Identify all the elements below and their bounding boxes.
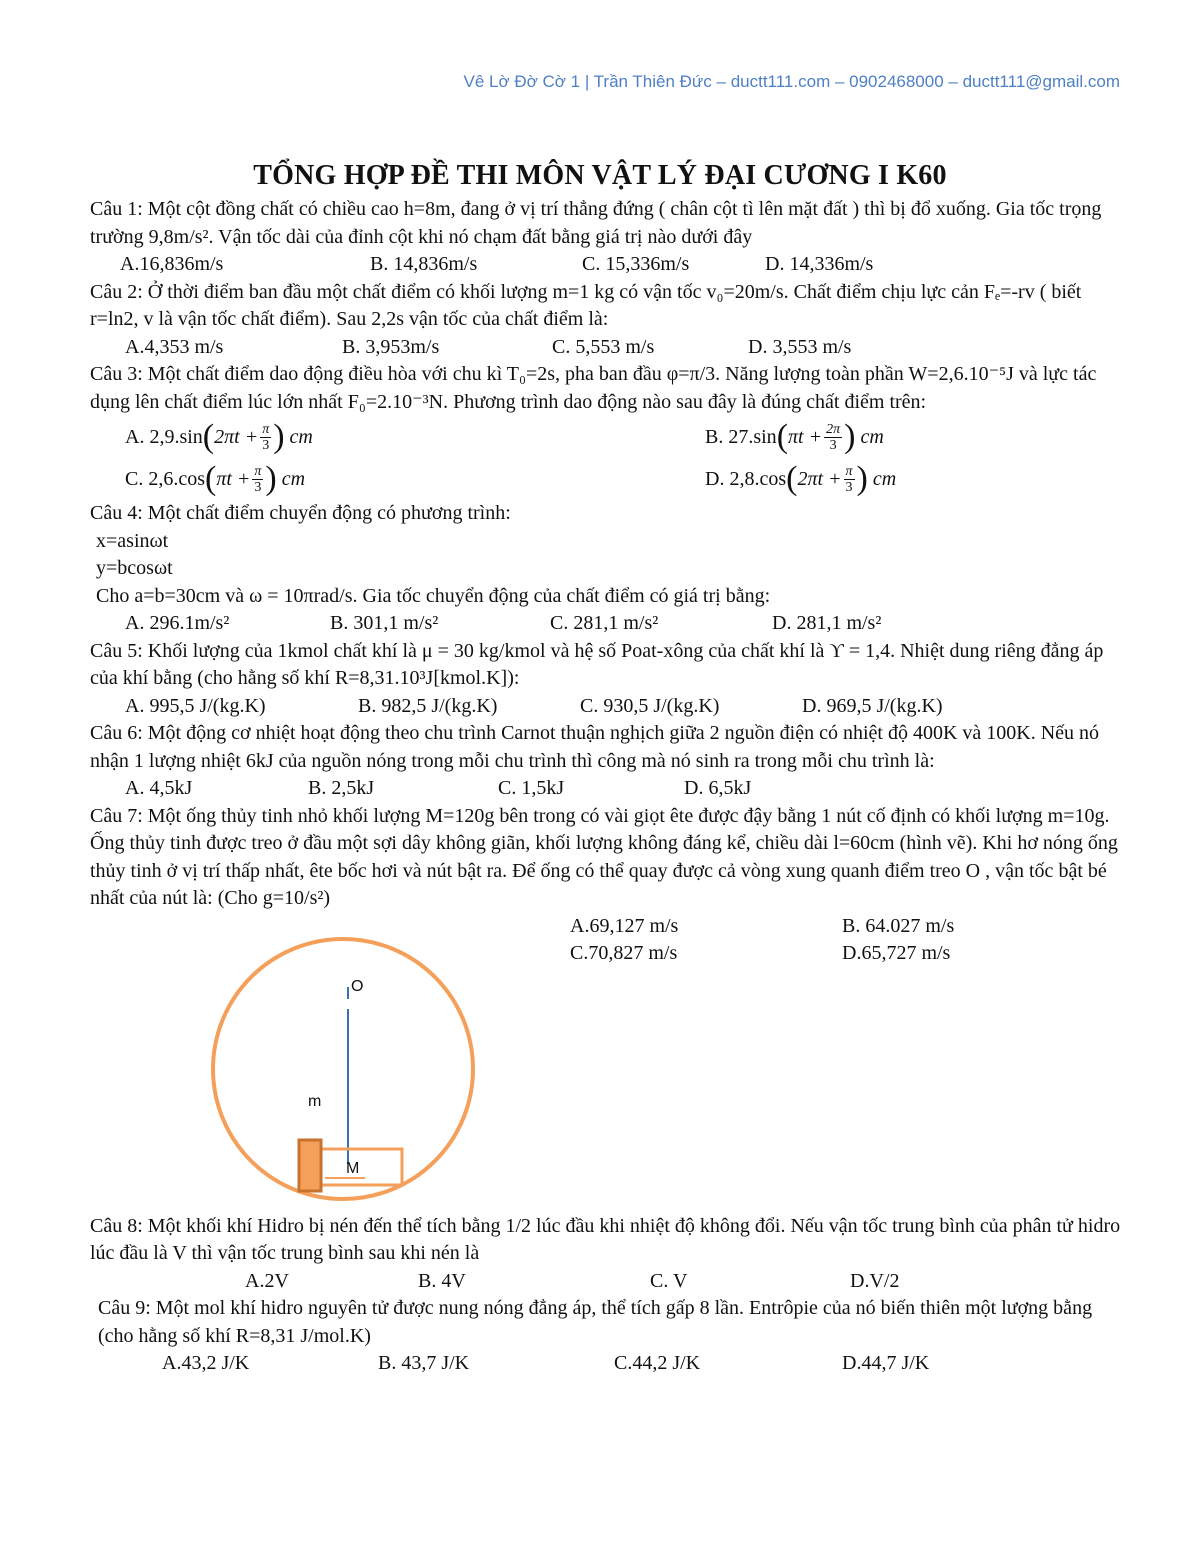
option-b: B. 43,7 J/K: [378, 1352, 470, 1374]
question-5-text: Câu 5: Khối lượng của 1kmol chất khí là μ = 30 kg/kmol và hệ số Poat-xông của chất khí là ϒ = 1,4. Nhiệt dung riêng đẳng áp của khí bằng (cho hằng số khí R=8,31.10³J[kmol.K]):: [90, 639, 1104, 689]
option-a: A.69,127 m/s: [570, 914, 679, 937]
option-c: C. 2,6.cos ( πt + $\frac{\pi}{3}$ ) cm: [125, 460, 306, 497]
question-4-options: [90, 610, 1122, 638]
question-9-options: [90, 1350, 1122, 1378]
option-d: D. 6,5kJ: [684, 777, 752, 799]
option-d: D. 969,5 J/(kg.K): [802, 694, 943, 717]
question-2-text: Câu 2: Ở thời điểm ban đầu một chất điểm có khối lượng m=1 kg có vận tốc v₀=20m/s. Chất điểm chịu lực cản Fₑ=-rv ( biết r=ln2, v là vận tốc chất điểm). Sau 2,2s vận tốc của chất điểm là:: [90, 280, 1082, 330]
stopper-label: m: [308, 1092, 322, 1110]
option-c: C.44,2 J/K: [614, 1352, 701, 1374]
question-8-text: Câu 8: Một khối khí Hidro bị nén đến thể tích bằng 1/2 lúc đầu khi nhiệt độ không đổi. Nếu vận tốc trung bình của phân tử hidro lúc đầu là V thì vận tốc trung bình sau khi nén là: [90, 1214, 1121, 1264]
question-6-options: [90, 775, 1122, 803]
option-d: D. 2,8.cos ( 2πt + $\frac{\pi}{3}$ ) cm: [705, 460, 897, 497]
option-a: A.2V: [245, 1269, 289, 1292]
option-d: D.44,7 J/K: [842, 1352, 930, 1374]
question-1-text: Câu 1: Một cột đồng chất có chiều cao h=8m, đang ở vị trí thẳng đứng ( chân cột tì lên mặt đất ) thì bị đổ xuống. Gia tốc trọng trường 9,8m/s². Vận tốc dài của đỉnh cột khi nó chạm đất bằng giá trị nào dưới đây: [90, 198, 1102, 248]
exam-content: [90, 196, 1122, 1378]
pendulum-diagram: [205, 931, 475, 1201]
equation-x: x=asinωt: [96, 529, 169, 552]
option-b: B. 301,1 m/s²: [330, 612, 439, 634]
option-b: B. 982,5 J/(kg.K): [358, 694, 498, 717]
option-c: C. 1,5kJ: [498, 777, 565, 799]
option-a: A. 2,9.sin ( 2πt + $\frac{\pi}{3}$ ) cm: [125, 418, 313, 455]
option-a: A.16,836m/s: [120, 253, 224, 275]
option-b: B. 27.sin ( πt + $\frac{2\pi}{3}$ ) cm: [705, 418, 884, 455]
option-d: D.V/2: [850, 1269, 900, 1292]
question-7-options: [570, 913, 1090, 968]
question-7-text: Câu 7: Một ống thủy tinh nhỏ khối lượng M=120g bên trong có vài giọt ête được đậy bằng 1 nút cố định có khối lượng m=10g. Ống thủy tinh được treo ở đầu một sợi dây không giãn, khối lượng không đáng kể, chiều dài l=60cm (hình vẽ). Khi hơ nóng ống thủy tinh ở vị trí thấp nhất, ête bốc hơi và nút bật ra. Để ống có thể quay được cả vòng xung quanh điểm treo O , vận tốc bật bé nhất của nút là: (Cho g=10/s²): [90, 804, 1118, 909]
option-c: C. 5,553 m/s: [552, 335, 655, 358]
option-c: C. 281,1 m/s²: [550, 612, 659, 634]
option-c: C. 930,5 J/(kg.K): [580, 694, 720, 717]
question-5-options: [90, 693, 1122, 721]
question-7-figure-area: [90, 913, 1122, 1213]
question-3-text: Câu 3: Một chất điểm dao động điều hòa với chu kì T₀=2s, pha ban đầu φ=π/3. Năng lượng toàn phần W=2,6.10⁻⁵J và lực tác dụng lên chất điểm lúc lớn nhất F₀=2.10⁻³N. Phương trình dao động nào sau đây là đúng chất điểm trên:: [90, 363, 1097, 413]
question-2-options: [90, 334, 1122, 362]
option-a: A.4,353 m/s: [125, 335, 224, 358]
option-d: D. 3,553 m/s: [748, 335, 852, 358]
option-b: B. 2,5kJ: [308, 777, 375, 799]
option-b: B. 4V: [418, 1269, 466, 1292]
option-a: A. 995,5 J/(kg.K): [125, 694, 266, 717]
option-b: B. 3,953m/s: [342, 335, 440, 358]
question-9-text: Câu 9: Một mol khí hidro nguyên tử được nung nóng đẳng áp, thể tích gấp 8 lần. Entrôpie của nó biến thiên một lượng bằng (cho hằng số khí R=8,31 J/mol.K): [98, 1297, 1093, 1347]
option-b: B. 64.027 m/s: [842, 914, 955, 937]
question-4-text: Câu 4: Một chất điểm chuyển động có phương trình:: [90, 502, 511, 524]
stopper: [299, 1140, 321, 1191]
option-c: C. V: [650, 1269, 688, 1292]
question-8-options: [90, 1268, 1122, 1296]
option-d: D.65,727 m/s: [842, 942, 951, 964]
rotation-circle: [213, 939, 473, 1199]
question-3-options-row2: [90, 458, 1122, 500]
option-a: A.43,2 J/K: [162, 1352, 250, 1374]
option-a: A. 4,5kJ: [125, 777, 193, 799]
question-6-text: Câu 6: Một động cơ nhiệt hoạt động theo chu trình Carnot thuận nghịch giữa 2 nguồn điện có nhiệt độ 400K và 100K. Nếu nó nhận 1 lượng nhiệt 6kJ của nguồn nóng trong mỗi chu trình thì công mà nó sinh ra trong mỗi chu trình là:: [90, 722, 1100, 772]
pivot-label: O: [351, 977, 364, 995]
question-3-options-row1: [90, 416, 1122, 458]
option-a: A. 296.1m/s²: [125, 612, 230, 634]
equation-y: y=bcosωt: [96, 557, 173, 579]
page-title: TỔNG HỢP ĐỀ THI MÔN VẬT LÝ ĐẠI CƯƠNG I K60: [253, 160, 947, 191]
option-c: C. 15,336m/s: [582, 253, 690, 275]
option-d: D. 14,336m/s: [765, 253, 874, 275]
option-b: B. 14,836m/s: [370, 253, 478, 275]
option-d: D. 281,1 m/s²: [772, 612, 882, 634]
tube-label: M: [346, 1159, 360, 1177]
question-1-options: [90, 251, 1122, 279]
option-c: C.70,827 m/s: [570, 942, 678, 964]
page-header: Vê Lờ Đờ Cờ 1 | Trần Thiên Đức – ductt111.com – 0902468000 – ductt111@gmail.com: [463, 72, 1120, 91]
question-4-given: Cho a=b=30cm và ω = 10πrad/s. Gia tốc chuyển động của chất điểm có giá trị bằng:: [96, 584, 771, 607]
